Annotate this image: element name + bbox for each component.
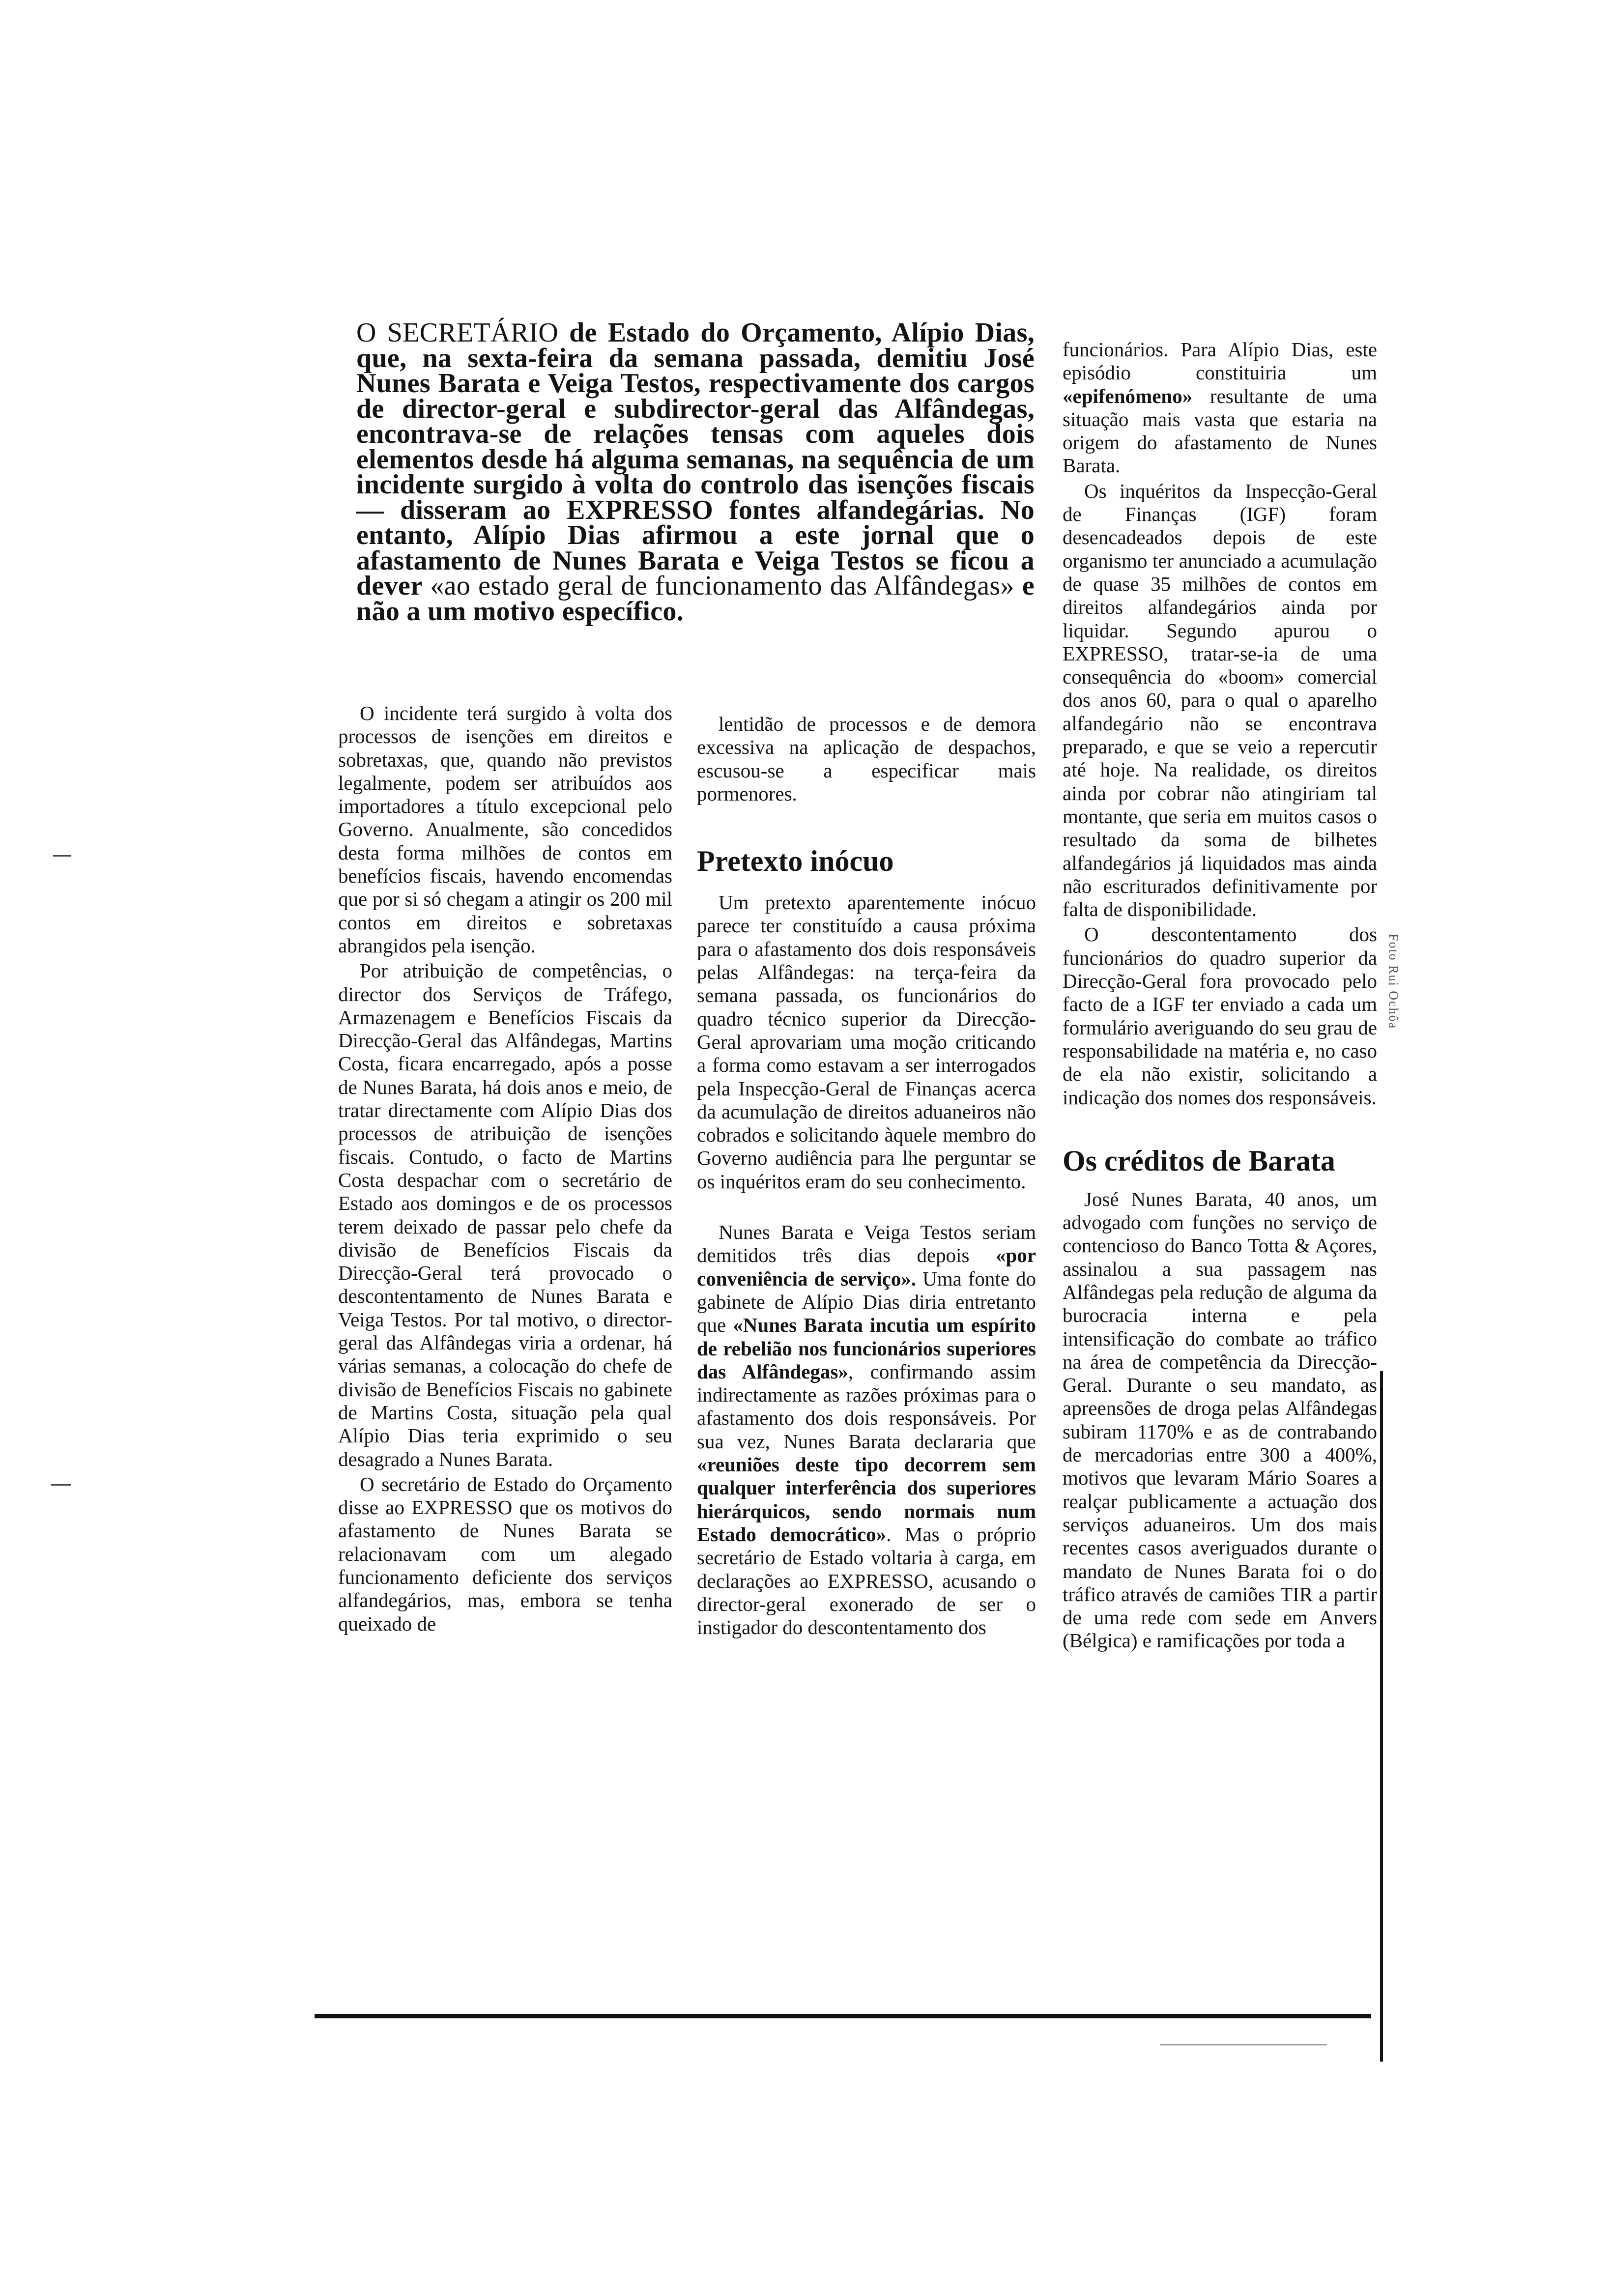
scan-speck <box>51 1484 71 1486</box>
lead-quote: «ao estado geral de funcionamento das Alfândegas» <box>430 571 1014 601</box>
column-1 <box>338 702 672 1636</box>
right-column-rule <box>1380 1371 1383 2062</box>
col3-quote: «epifenómeno» <box>1063 384 1193 407</box>
col3-paragraph: Os inquéritos da Inspecção-Geral de Finanças (IGF) foram desencadeados depois de este organismo ter anunciado a acumulação de quase 35 milhões de contos em direitos alfandegários ainda por liquidar. Segundo apurou o EXPRESSO, tratar-se-ia de uma consequência do «boom» comercial dos anos 60, para o qual o aparelho alfandegário não se encontrava preparado, e que se veio a repercutir até hoje. Na realidade, os direitos ainda por cobrar não atingiriam tal montante, que seria em muitos casos o resultado da soma de bilhetes alfandegários já liquidados mas ainda não escriturados definitivamente por falta de disponibilidade. <box>1063 479 1377 921</box>
col1-paragraph: O secretário de Estado do Orçamento disse ao EXPRESSO que os motivos do afastamento de Nunes Barata se relacionavam com um alegado funcionamento deficiente dos serviços alfandegários, mas, embora se tenha queixado de <box>338 1472 672 1635</box>
col2-quote: «Nunes Barata incutia um espírito de rebelião nos funcionários superiores das Alfândegas» <box>697 1314 1036 1383</box>
col2-quote: «por conveniência de serviço». <box>697 1244 1036 1290</box>
lead-paragraph <box>356 317 1035 627</box>
col2-text: , confirmando assim indirectamente as razões próximas para o afastamento dos dois responsáveis. Por sua vez, Nunes Barata declararia que <box>697 1360 1036 1453</box>
col3-text: resultante de uma situação mais vasta que estaria na origem do afastamento de Nunes Barata. <box>1063 384 1378 477</box>
col3-text: funcionários. Para Alípio Dias, este episódio constituiria um <box>1063 338 1377 384</box>
col2-text: Nunes Barata e Veiga Testos seriam demitidos três dias depois <box>697 1221 1036 1267</box>
scan-speck <box>1160 2044 1327 2045</box>
col2-top-paragraph: lentidão de processos e de demora excessiva na aplicação de despachos, escusou-se a especificar mais pormenores. <box>697 713 1036 805</box>
col3-paragraph: O descontentamento dos funcionários do quadro superior da Direcção-Geral fora provocado pelo facto de a IGF ter enviado a cada um formulário averiguando do seu grau de responsabilidade na matéria e, no caso de ela não existir, solicitando a indicação dos nomes dos responsáveis. <box>1063 923 1377 1109</box>
subhead-pretexto: Pretexto inócuo <box>697 845 894 878</box>
col1-paragraph: Por atribuição de competências, o director dos Serviços de Tráfego, Armazenagem e Benefícios Fiscais da Direcção-Geral das Alfândegas, Martins Costa, ficara encarregado, após a posse de Nunes Barata, há dois anos e meio, de tratar directamente com Alípio Dias dos processos de atribuição de isenções fiscais. Contudo, o facto de Martins Costa despachar com o secretário de Estado aos domingos e de os processos terem deixado de passar pelo chefe da divisão de Benefícios Fiscais da Direcção-Geral terá provocado o descontentamento de Nunes Barata e Veiga Testos. Por tal motivo, o director-geral das Alfândegas viria a ordenar, há várias semanas, a colocação do chefe de divisão de Benefícios Fiscais no gabinete de Martins Costa, situação pela qual Alípio Dias teria exprimido o seu desagrado a Nunes Barata. <box>338 959 672 1470</box>
col3-paragraph: José Nunes Barata, 40 anos, um advogado com funções no serviço de contencioso do Banco Totta & Açores, assinalou a sua passagem nas Alfândegas pela redução de alguma da burocracia interna e pela intensificação do combate ao tráfico na área de competência da Direcção-Geral. Durante o seu mandato, as apreensões de droga pelas Alfândegas subiram 1170% e as de contrabando de mercadorias entre 300 a 400%, motivos que levaram Mário Soares a realçar publicamente a actuação dos serviços aduaneiros. Um dos mais recentes casos averiguados durante o mandato de Nunes Barata foi o do tráfico através de camiões TIR a partir de uma rede com sede em Anvers (Bélgica) e ramificações por toda a <box>1063 1187 1377 1652</box>
col2-demission-paragraph <box>697 1221 1036 1639</box>
scan-speck <box>53 855 71 857</box>
bottom-rule <box>315 2014 1371 2018</box>
col2-pretexto-paragraph: Um pretexto aparentemente inócuo parece ter constituído a causa próxima para o afastamento dos dois responsáveis pelas Alfândegas: na terça-feira da semana passada, os funcionários do quadro técnico superior da Direcção-Geral aprovariam uma moção criticando a forma como estavam a ser interrogados pela Inspecção-Geral de Finanças acerca da acumulação de direitos aduaneiros não cobrados e solicitando àquele membro do Governo audiência para lhe perguntar se os inquéritos eram do seu conhecimento. <box>697 891 1036 1193</box>
column-3 <box>1063 338 1377 1653</box>
col3-paragraph <box>1063 338 1377 478</box>
subhead-creditos: Os créditos de Barata <box>1063 1144 1335 1177</box>
col1-paragraph: O incidente terá surgido à volta dos processos de isenções em direitos e sobretaxas, que, quando não previstos legalmente, podem ser atribuídos aos importadores a título excepcional pelo Governo. Anualmente, são concedidos desta forma milhões de contos em benefícios fiscais, havendo encomendas que por si só chegam a atingir os 200 mil contos em direitos e sobretaxas abrangidos pela isenção. <box>338 702 672 957</box>
col2-text: . Mas o próprio secretário de Estado voltaria à carga, em declarações ao EXPRESSO, acusando o director-geral exonerado de ser o instigador do descontentamento dos <box>697 1522 1036 1639</box>
photo-credit: Foto Rui Ochôa <box>1386 934 1401 1030</box>
lead-bold-text: de Estado do Orçamento, Alípio Dias, que, na sexta-feira da semana passada, demitiu José Nunes Barata e Veiga Testos, respectivamente dos cargos de director-geral e subdirector-geral das Alfândegas, encontrava-se de relações tensas com aqueles dois elementos desde há alguma semanas, na sequência de um incidente surgido à volta do controlo das isenções fiscais — disseram ao EXPRESSO fontes alfandegárias. No entanto, Alípio Dias afirmou a este jornal que o afastamento de Nunes Barata e Veiga Testos se ficou a dever <box>356 317 1035 601</box>
col2-text: Uma fonte do gabinete de Alípio Dias diria entretanto que <box>697 1267 1036 1337</box>
lead-prefix: O SECRETÁRIO <box>356 317 559 348</box>
col2-quote: «reuniões deste tipo decorrem sem qualquer interferência dos superiores hierárquicos, sendo normais num Estado democrático» <box>697 1453 1036 1546</box>
column-2 <box>697 713 1036 1639</box>
lead-end: e não a um motivo específico. <box>356 571 1035 627</box>
